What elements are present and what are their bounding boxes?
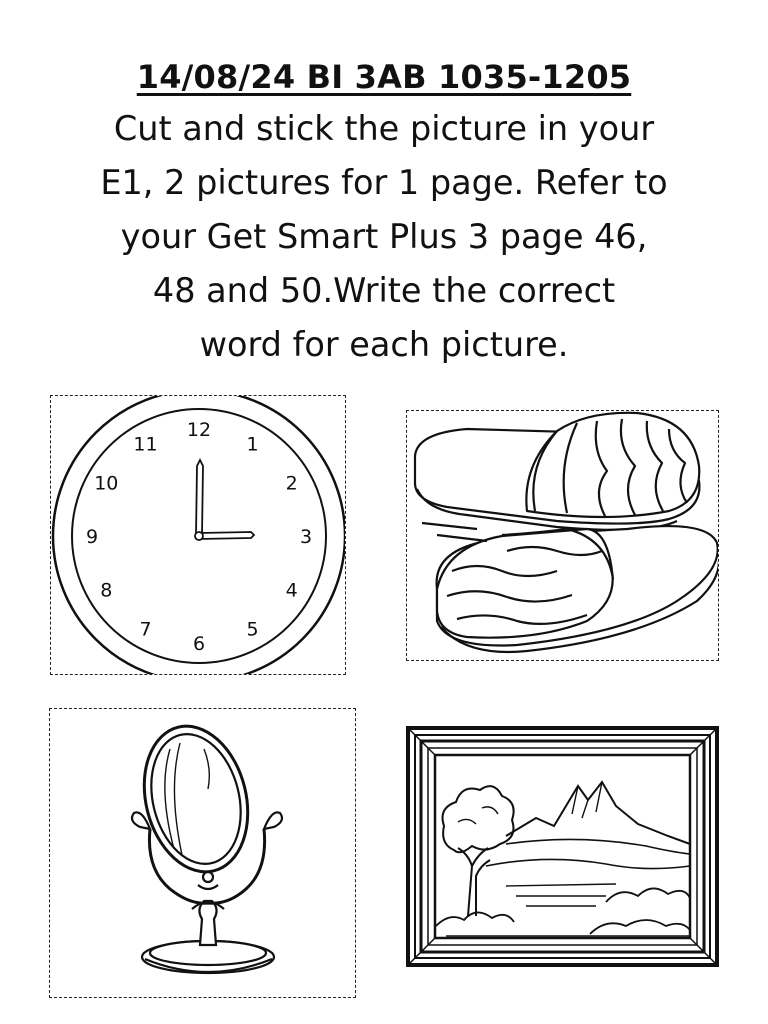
clock-minute-hand (199, 532, 254, 539)
clock-numeral: 6 (192, 633, 206, 655)
clock-numeral: 9 (85, 526, 99, 548)
clock-hour-hand (196, 460, 203, 535)
clock-numeral: 12 (186, 419, 212, 441)
clock-numeral: 10 (94, 472, 119, 495)
clock-numeral: 7 (139, 618, 152, 641)
worksheet-header (0, 52, 768, 372)
mirror-illustration (50, 709, 356, 998)
clock-illustration (51, 396, 346, 675)
clock-numeral: 11 (133, 433, 158, 456)
clock-numeral: 2 (285, 472, 298, 495)
slippers-picture-card (406, 410, 719, 661)
painting-illustration (406, 726, 719, 967)
painting-picture-card (406, 726, 719, 967)
clock-picture-card (50, 395, 346, 675)
instruction-line: E1, 2 pictures for 1 page. Refer to (100, 163, 668, 202)
clock-numeral: 3 (299, 526, 313, 548)
instruction-line: word for each picture. (199, 325, 569, 364)
clock-numeral: 4 (285, 579, 298, 602)
instruction-line: Cut and stick the picture in your (113, 109, 655, 148)
clock-numeral: 8 (100, 579, 113, 602)
mirror-picture-card (49, 708, 356, 998)
slippers-illustration (407, 411, 719, 661)
instruction-line: your Get Smart Plus 3 page 46, (120, 217, 648, 256)
clock-numeral: 1 (246, 433, 259, 456)
clock-numeral: 5 (246, 618, 259, 641)
instruction-line: 48 and 50.Write the correct (152, 271, 616, 310)
clock-center (195, 532, 203, 540)
instructions (0, 102, 768, 372)
worksheet-title: 14/08/24 BI 3AB 1035-1205 (136, 58, 632, 96)
